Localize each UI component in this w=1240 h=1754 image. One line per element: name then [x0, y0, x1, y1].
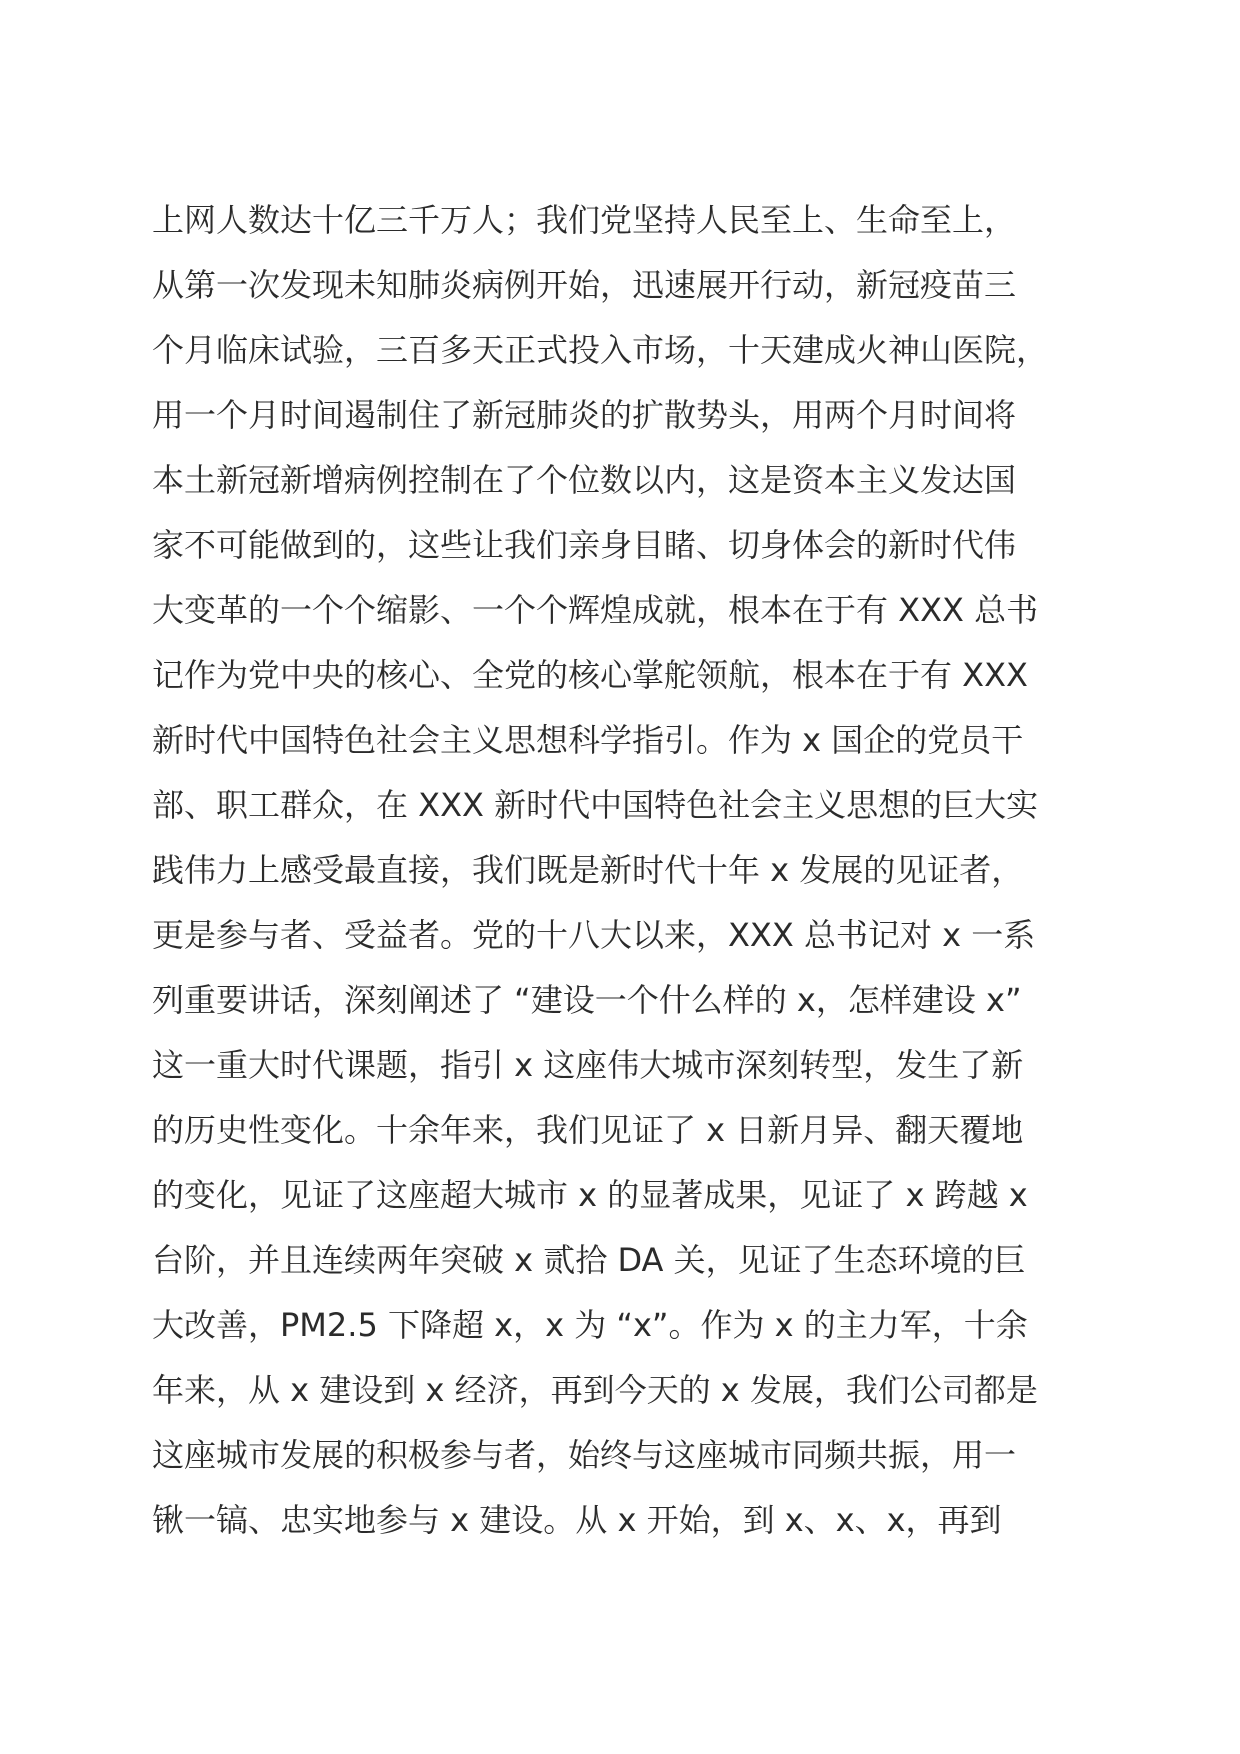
- text-line: 新时代中国特色社会主义思想科学指引。作为 x 国企的党员干: [152, 721, 1024, 759]
- text-line: 本土新冠新增病例控制在了个位数以内，这是资本主义发达国: [152, 461, 1017, 499]
- text-line: 的历史性变化。十余年来，我们见证了 x 日新月异、翻天覆地: [152, 1111, 1024, 1149]
- text-line: 大变革的一个个缩影、一个个辉煌成就，根本在于有 XXX 总书: [152, 591, 1039, 629]
- text-line: 践伟力上感受最直接，我们既是新时代十年 x 发展的见证者，: [152, 851, 1024, 889]
- text-line: 列重要讲话，深刻阐述了 “建设一个什么样的 x，怎样建设 x”: [152, 981, 1022, 1019]
- body-text: [152, 188, 1092, 1553]
- text-line: 用一个月时间遏制住了新冠肺炎的扩散势头，用两个月时间将: [152, 396, 1017, 434]
- text-line: 上网人数达十亿三千万人；我们党坚持人民至上、生命至上，: [152, 201, 1017, 239]
- text-line: 个月临床试验，三百多天正式投入市场，十天建成火神山医院，: [152, 331, 1049, 369]
- text-line: 年来，从 x 建设到 x 经济，再到今天的 x 发展，我们公司都是: [152, 1371, 1038, 1409]
- text-line: 部、职工群众，在 XXX 新时代中国特色社会主义思想的巨大实: [152, 786, 1039, 824]
- text-line: 这一重大时代课题，指引 x 这座伟大城市深刻转型，发生了新: [152, 1046, 1024, 1084]
- text-line: 从第一次发现未知肺炎病例开始，迅速展开行动，新冠疫苗三: [152, 266, 1017, 304]
- text-line: 记作为党中央的核心、全党的核心掌舵领航，根本在于有 XXX: [152, 656, 1028, 694]
- text-line: 更是参与者、受益者。党的十八大以来，XXX 总书记对 x 一系: [152, 916, 1036, 954]
- text-line: 家不可能做到的，这些让我们亲身目睹、切身体会的新时代伟: [152, 526, 1017, 564]
- text-line: 的变化，见证了这座超大城市 x 的显著成果，见证了 x 跨越 x: [152, 1176, 1028, 1214]
- text-line: 这座城市发展的积极参与者，始终与这座城市同频共振，用一: [152, 1436, 1017, 1474]
- text-line: 锹一镐、忠实地参与 x 建设。从 x 开始，到 x、x、x，再到: [152, 1501, 1002, 1539]
- text-line: 大改善，PM2.5 下降超 x，x 为 “x”。作为 x 的主力军，十余: [152, 1306, 1028, 1344]
- text-line: 台阶，并且连续两年突破 x 贰拾 DA 关，见证了生态环境的巨: [152, 1241, 1026, 1279]
